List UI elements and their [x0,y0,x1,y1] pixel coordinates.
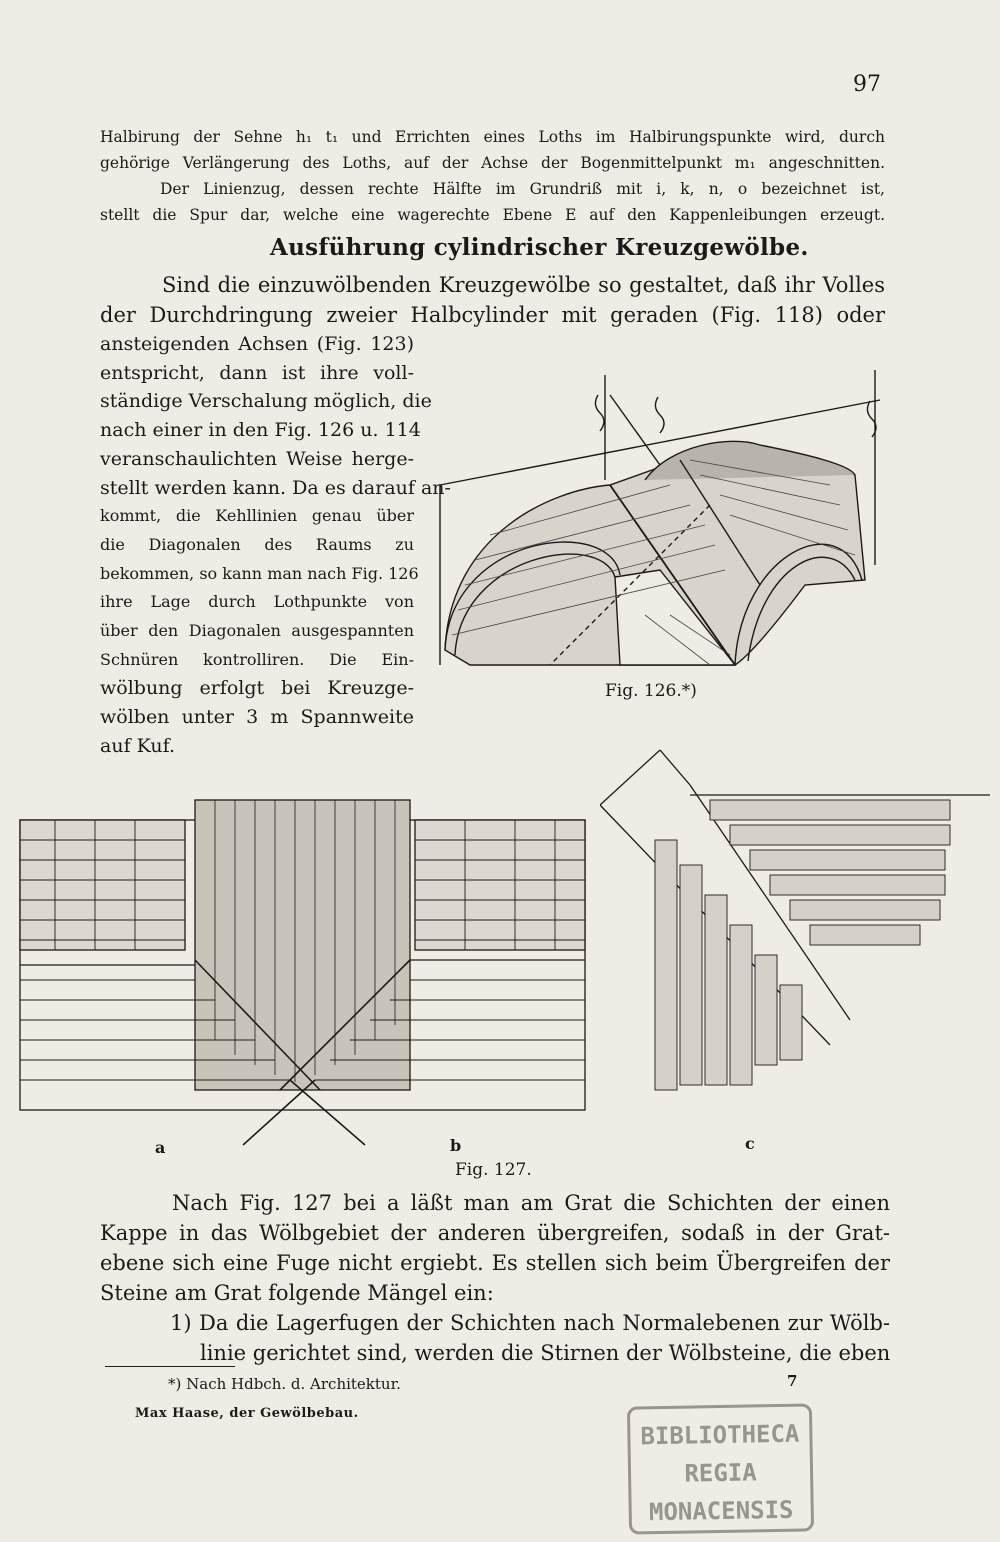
column-line: wölbung erfolgt bei Kreuzge- [100,677,414,700]
signature: Max Haase, der Gewölbebau. [135,1406,359,1421]
intro-line: Der Linienzug, dessen rechte Hälfte im Grundriß mit i, k, n, o bezeichnet ist, [160,180,885,198]
section-line: Sind die einzuwölbenden Kreuzgewölbe so gestaltet, daß ihr Volles [162,273,885,297]
column-line: stellt werden kann. Da es darauf an- [100,476,451,499]
after-paragraph [100,1188,890,1368]
stamp-line: REGIA [684,1458,757,1488]
footnote: *) Nach Hdbch. d. Architektur. [168,1375,401,1393]
column-line: wölben unter 3 m Spannweite [100,706,414,729]
after-line: Nach Fig. 127 bei a läßt man am Grat die Schichten der einen [172,1191,890,1215]
after-line: Kappe in das Wölbgebiet der anderen übergreifen, sodaß in der Grat- [100,1221,890,1245]
column-line: über den Diagonalen ausgespannten [100,621,414,641]
sheet-number: 7 [787,1372,798,1390]
list-item-1: 1) Da die Lagerfugen der Schichten nach Normalebenen zur Wölb- [170,1311,890,1335]
figure-127-c [600,745,990,1125]
after-line: ebene sich eine Fuge nicht ergiebt. Es stellen sich beim Übergreifen der [100,1251,890,1275]
figure-127-caption: Fig. 127. [455,1160,532,1180]
figure-127-label-a: a [155,1138,166,1157]
column-line: auf Kuf. [100,734,176,757]
column-line: kommt, die Kehllinien genau über [100,506,414,526]
section-column [100,330,451,761]
intro-line: gehörige Verlängerung des Loths, auf der Achse der Bogenmittelpunkt m₁ angeschnitten. [100,154,885,172]
column-line: die Diagonalen des Raums zu [100,534,414,554]
column-line: bekommen, so kann man nach Fig. 126 [100,563,419,583]
section-line: der Durchdringung zweier Halbcylinder mit geraden (Fig. 118) oder [100,303,885,327]
after-line: Steine am Grat folgende Mängel ein: [100,1281,494,1305]
section-heading: Ausführung cylindrischer Kreuzgewölbe. [270,234,809,261]
column-line: Schnüren kontrolliren. Die Ein- [100,649,414,669]
figure-126 [430,365,890,685]
section-paragraph-top [100,270,885,330]
column-line: ansteigenden Achsen (Fig. 123) [100,333,414,355]
column-line: nach einer in den Fig. 126 u. 114 [100,419,421,442]
column-line: entspricht, dann ist ihre voll- [100,361,414,384]
figure-127-ab [15,790,590,1150]
page-number: 97 [853,72,881,97]
figure-127-label-c: c [745,1134,755,1153]
footnote-rule [105,1366,235,1367]
list-item-1-cont: linie gerichtet sind, werden die Stirnen der Wölbsteine, die eben [200,1341,891,1365]
column-line: veranschaulichten Weise herge- [100,447,414,470]
stamp-line: BIBLIOTHECA [640,1419,800,1451]
figure-127-label-b: b [450,1136,462,1155]
intro-line: Halbirung der Sehne h₁ t₁ und Errichten eines Loths im Halbirungspunkte wird, durch [100,128,885,146]
stamp-line: MONACENSIS [648,1495,794,1527]
column-line: ihre Lage durch Lothpunkte von [100,592,414,612]
intro-paragraph [100,124,885,228]
library-stamp [627,1403,814,1534]
intro-line: stellt die Spur dar, welche eine wagerechte Ebene E auf den Kappenleibungen erzeugt. [100,206,885,224]
figure-126-caption: Fig. 126.*) [605,681,697,701]
column-line: ständige Verschalung möglich, die [100,390,432,413]
